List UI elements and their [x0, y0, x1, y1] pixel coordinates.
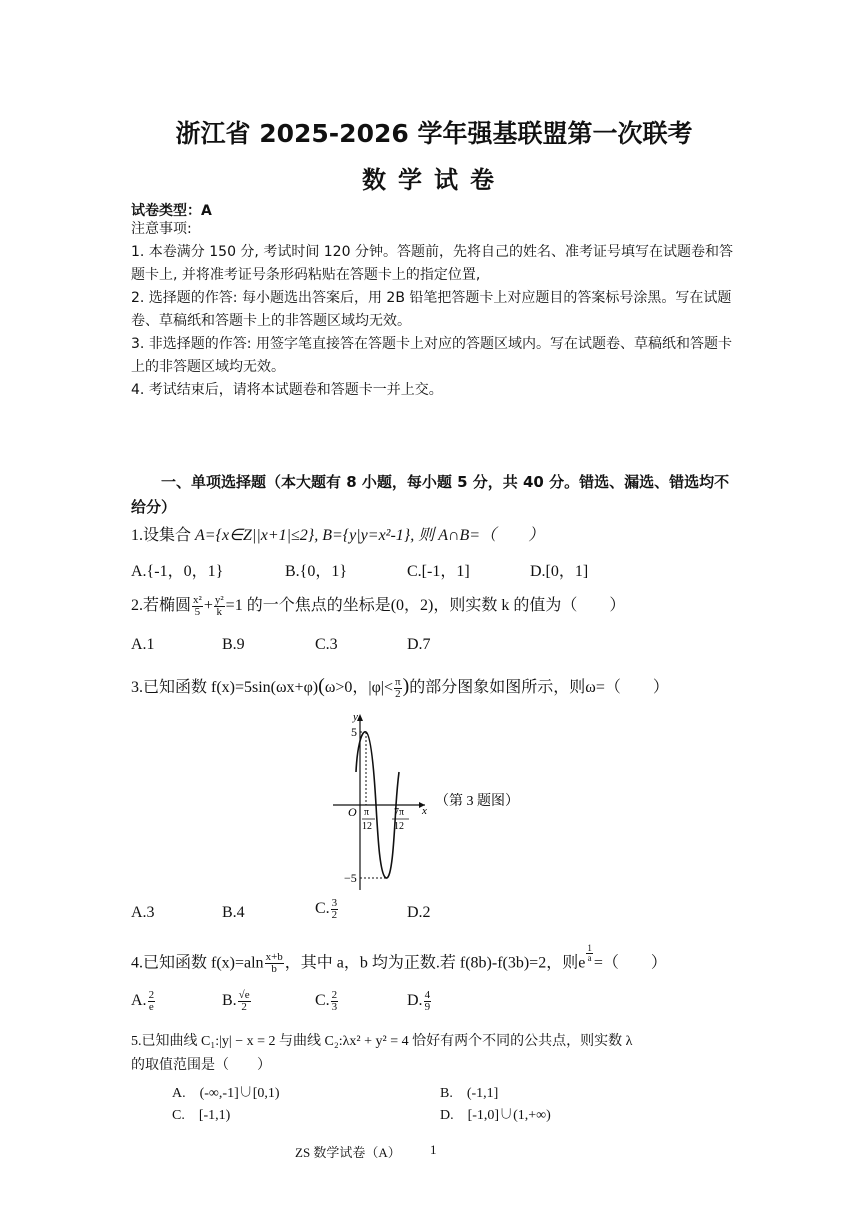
q3-suffix: 的部分图象如图所示，则ω=（ ） [409, 679, 669, 696]
q5-option-c: C. [-1,1) [172, 1108, 231, 1123]
footer-label: ZS 数学试卷（A） [295, 1145, 401, 1160]
q2-frac1-num: x² [193, 593, 202, 606]
y-max-label: 5 [351, 725, 357, 739]
tick-pi12-den: 12 [362, 821, 372, 832]
q4-option-b-label: B. [222, 992, 237, 1010]
q2-prefix: 2.若椭圆 [131, 597, 192, 614]
q4-option-a-fraction [148, 990, 156, 1013]
q4-option-c [315, 990, 339, 1013]
y-axis-arrow [357, 714, 363, 721]
paper-type: 试卷类型：A [131, 203, 212, 219]
q5-option-d: D. [-1,0]∪(1,+∞) [440, 1108, 551, 1123]
q4-option-c-fraction [331, 990, 339, 1013]
q5-option-b: B. (-1,1] [440, 1086, 499, 1101]
q4-suffix: =（ ） [593, 954, 667, 972]
q3-sine-graph [330, 710, 560, 895]
q3-cond-open: ( [318, 675, 325, 697]
q4-frac-num: x+b [265, 951, 283, 964]
notes-heading: 注意事项: [131, 221, 192, 237]
question-2-stem [131, 592, 625, 618]
q4-optb-den: 2 [241, 1001, 247, 1013]
q2-suffix: =1 的一个焦点的坐标是(0，2)，则实数 k 的值为（ ） [225, 597, 626, 614]
q4-exp-num: 1 [587, 943, 592, 953]
q5-option-a: A. (-∞,-1]∪[0,1) [172, 1086, 280, 1101]
q4-optb-num: √e [238, 989, 250, 1001]
q4-option-a-label: A. [131, 992, 147, 1010]
q4-optd-den: 9 [424, 1001, 431, 1013]
q2-frac1-den: 5 [194, 605, 201, 618]
q2-option-c: C.3 [315, 636, 338, 653]
q4-option-d-label: D. [407, 992, 423, 1010]
q1-prefix: 1.设集合 [131, 527, 196, 544]
q1-option-d: D.[0，1] [530, 563, 589, 580]
q2-frac2-num: y² [214, 593, 224, 606]
q4-option-d-fraction [424, 990, 432, 1013]
q2-fraction-2 [214, 595, 225, 618]
q3-cond-text: ω>0，|φ|< [324, 679, 394, 696]
question-3-stem [131, 674, 669, 700]
q3-option-b: B.4 [222, 904, 245, 921]
y-axis-label: y [353, 711, 358, 723]
q4-opta-num: 2 [148, 989, 155, 1001]
q2-frac2-den: k [216, 605, 223, 618]
q3-option-d: D.2 [407, 904, 431, 921]
q3-optc-num: 3 [331, 897, 338, 909]
y-min-label: −5 [344, 871, 357, 885]
q4-exp-den: a [587, 953, 592, 963]
note-item-1: 1. 本卷满分 150 分, 考试时间 120 分钟。答题前，先将自己的姓名、准考证号填写在试题卷和答题卡上, 并将准考证号条形码粘贴在答题卡上的指定位置, [131, 244, 733, 283]
q3-option-c [315, 898, 339, 921]
notes-block [131, 218, 741, 402]
q4-option-b [222, 990, 252, 1013]
exam-subtitle: 数学试卷 [362, 166, 506, 194]
q4-e-exponent [586, 944, 593, 963]
q2-option-a: A.1 [131, 636, 155, 653]
q3-cond-frac-num: π [395, 675, 401, 688]
q3-option-c-fraction [331, 898, 339, 921]
question-4-stem [131, 944, 667, 975]
q4-e-base: e [578, 954, 586, 972]
page-number: 1 [430, 1142, 437, 1157]
exam-title: 浙江省 2025-2026 学年强基联盟第一次联考 [175, 119, 693, 148]
q3-optc-den: 2 [331, 909, 338, 921]
q2-plus: + [203, 597, 213, 614]
q2-option-d: D.7 [407, 636, 431, 653]
question-5-line-1: 5.已知曲线 C₁:|y| − x = 2 与曲线 C₂:λx² + y² = 4 恰好有两个不同的公共点，则实数 λ [131, 1034, 633, 1049]
q2-option-b: B.9 [222, 636, 245, 653]
q4-option-c-label: C. [315, 992, 330, 1010]
q3-option-c-label: C. [315, 900, 330, 918]
q4-prefix: 4.已知函数 f(x)=aln [131, 954, 264, 972]
q4-optc-den: 3 [331, 1001, 338, 1013]
question-1-stem [131, 522, 544, 545]
tick-pi12-num: π [364, 807, 370, 818]
q1-option-b: B.{0，1} [285, 563, 348, 580]
q3-cond-fraction [394, 677, 402, 700]
q4-option-b-fraction [238, 990, 251, 1013]
note-item-2: 2. 选择题的作答: 每小题选出答案后，用 2B 铅笔把答题卡上对应题目的答案标号涂黑。写在试题卷、草稿纸和答题卡上的非答题区域均无效。 [131, 290, 732, 329]
note-item-4: 4. 考试结束后，请将本试题卷和答题卡一并上交。 [131, 382, 443, 398]
q1-option-c: C.[-1，1] [407, 563, 470, 580]
q3-option-a: A.3 [131, 904, 155, 921]
q4-optd-num: 4 [424, 989, 431, 1001]
q4-option-d [407, 990, 432, 1013]
note-item-3: 3. 非选择题的作答: 用签字笔直接答在答题卡上对应的答题区域内。写在试题卷、草稿纸和答题卡上的非答题区域均无效。 [131, 336, 732, 375]
x-axis-label: x [422, 805, 427, 817]
q3-prefix: 3.已知函数 f(x)=5sin(ωx+φ) [131, 679, 319, 696]
q4-mid: ，其中 a，b 均为正数.若 f(8b)-f(3b)=2，则 [284, 954, 579, 972]
q4-frac-den: b [271, 963, 277, 976]
q1-option-a: A.{-1，0，1} [131, 563, 224, 580]
q3-cond-close: ) [402, 675, 410, 697]
q4-optc-num: 2 [331, 989, 338, 1001]
tick-7pi12-den: 12 [394, 821, 404, 832]
q2-fraction-1 [192, 595, 203, 618]
q3-cond-frac-den: 2 [395, 687, 401, 700]
origin-label: O [348, 805, 357, 819]
tick-7pi12-num: 7π [394, 807, 405, 818]
q4-fraction [265, 952, 284, 975]
section-heading: 一、单项选择题（本大题有 8 小题，每小题 5 分，共 40 分。错选、漏选、错选均不给分） [131, 473, 730, 516]
figure-caption: （第 3 题图） [435, 794, 519, 809]
q1-math: A={x∈Z||x+1|≤2}, B={y|y=x²-1}, 则 A∩B=（ ） [195, 527, 545, 544]
q4-opta-den: e [148, 1001, 154, 1013]
question-5-line-2: 的取值范围是（ ） [131, 1058, 271, 1073]
q4-option-a [131, 990, 156, 1013]
